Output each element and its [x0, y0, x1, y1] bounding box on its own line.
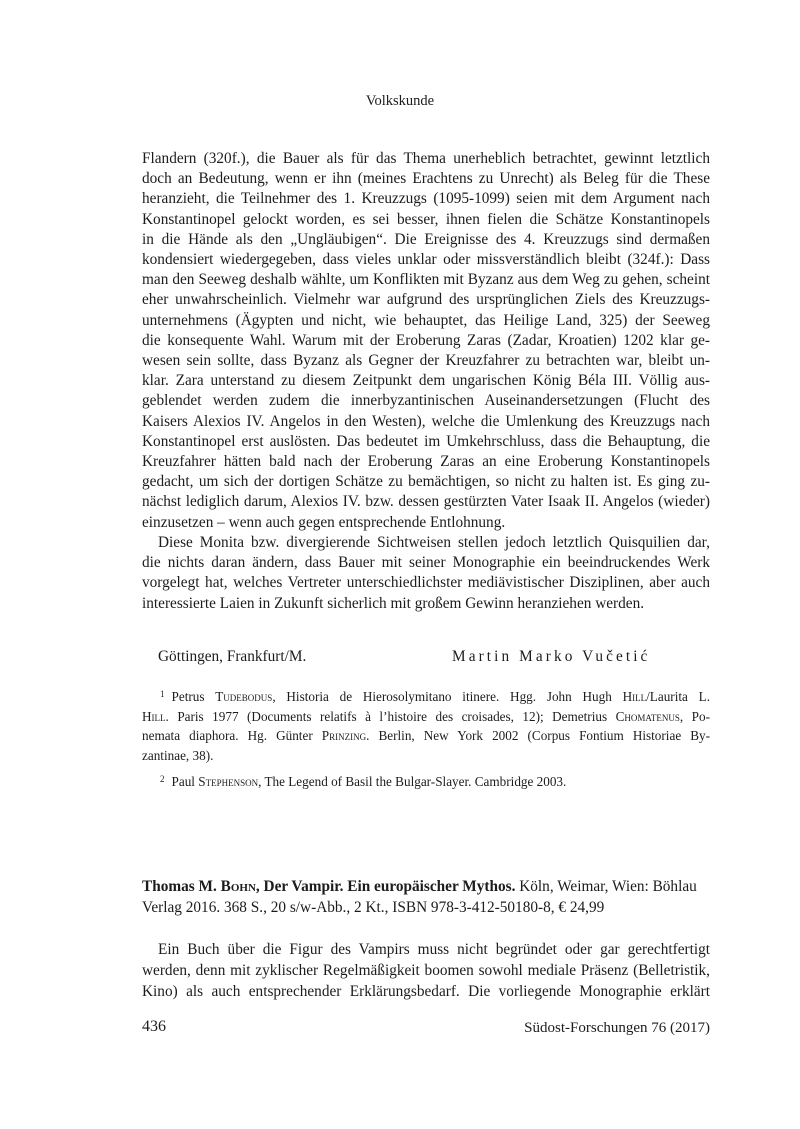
text-line: Kaisers Alexios IV. Angelos in den Westen), welche die Umlenkung des Kreuzzugs nach — [142, 412, 710, 430]
running-title: Volkskunde — [365, 93, 435, 109]
review-body — [142, 940, 710, 1002]
journal-citation: Südost-Forschungen 76 (2017) — [524, 1020, 710, 1036]
text-line: unternehmens (Ägypten und nicht, wie behauptet, das Heilige Land, 325) der Seeweg — [142, 311, 710, 329]
text-line: kondensiert wiedergegeben, dass vieles unklar oder missverständlich bleibt (324f.): Dass — [142, 251, 710, 269]
signature-author: Martin Marko Vučetić — [452, 648, 651, 665]
review-heading-line — [142, 877, 728, 898]
footnote-line: nemata diaphora. Hg. Günter Prinzing. Berlin, New York 2002 (Corpus Fontium Historiae By- — [142, 728, 711, 744]
text-line: geblendet werden zudem die innerbyzantinischen Auseinandersetzungen (Flucht des — [142, 392, 710, 410]
signature-place: Göttingen, Frankfurt/M. — [158, 648, 307, 665]
text-line: wesen sein sollte, dass Byzanz als Gegner der Kreuzfahrer zu betrachten war, bleibt un- — [142, 352, 710, 370]
review-publisher: Köln, Weimar, Wien: Böhlau — [515, 878, 697, 895]
footnote-number: 1 — [160, 689, 165, 699]
review-heading — [142, 877, 728, 918]
text-line: eher unwahrscheinlich. Vielmehr war aufgrund des ursprünglichen Ziels des Kreuzzugs- — [142, 291, 710, 309]
text-line: heranzieht, die Teilnehmer des 1. Kreuzzugs (1095-1099) seien mit dem Argument nach — [142, 190, 710, 208]
footnote-line: zantinae, 38). — [142, 747, 214, 763]
text-line: Konstantinopel gelockt worden, es sei besser, ihnen fielen die Schätze Konstantinopels — [142, 210, 710, 228]
footnote-line: $^1$ Petrus Tudebodus, Historia de Hierosolymitano itinere. Hgg. John Hugh Hill/Laurita L. — [160, 689, 711, 704]
footnote-line: Hill. Paris 1977 (Documents relatifs à l’histoire des croisades, 12); Demetrius Chomatenus, Po- — [142, 708, 710, 724]
review-heading-line: Verlag 2016. 368 S., 20 s/w-Abb., 2 Kt., ISBN 978-3-412-50180-8, € 24,99 — [142, 898, 605, 916]
text-line: die nichts daran ändern, dass Bauer mit seiner Monographie ein beeindruckendes Werk — [142, 554, 710, 572]
text-line: Flandern (320f.), die Bauer als für das Thema unerheblich betrachtet, gewinnt letztlich — [142, 150, 710, 167]
body-paragraph-2 — [142, 533, 710, 614]
text-line: werden, denn mit zyklischer Regelmäßigkeit boomen sowohl mediale Präsenz (Belletristik, — [142, 961, 710, 979]
review-book-title: , Der Vampir. Ein europäischer Mythos. — [255, 878, 516, 895]
text-line: Diese Monita bzw. divergierende Sichtweisen stellen jedoch letztlich Quisquilien dar, — [158, 534, 710, 551]
body-paragraph-1 — [142, 149, 710, 533]
text-line: Ein Buch über die Figur des Vampirs muss nicht begründet oder gar gerechtfertigt — [158, 941, 710, 958]
footnote-number: 2 — [160, 774, 165, 784]
text-line: Kreuzfahrer hätten bald nach der Eroberung Zaras an eine Eroberung Konstantinopels — [142, 453, 710, 471]
text-line: klar. Zara unterstand zu diesem Zeitpunkt dem ungarischen König Béla III. Völlig aus- — [142, 372, 710, 390]
text-line: interessierte Laien in Zukunft sicherlich mit großem Gewinn heranziehen werden. — [142, 594, 645, 612]
text-line: gedacht, um sich der dortigen Schätze zu bemächtigen, so nicht zu halten ist. Es ging zu- — [142, 473, 710, 491]
footnote-line: $^2$ Paul Stephenson, The Legend of Basil the Bulgar-Slayer. Cambridge 2003. — [160, 774, 567, 789]
text-line: doch an Bedeutung, wenn er ihn (meines Erachtens zu Unrecht) als Beleg für die These — [142, 170, 710, 188]
text-line: Konstantinopel erst auslösten. Das bedeutet im Umkehrschluss, dass die Behauptung, die — [142, 432, 710, 450]
text-line: nächst lediglich darum, Alexios IV. bzw. dessen gestürzten Vater Isaak II. Angelos (wieder) — [142, 493, 710, 511]
text-line: man den Seeweg deshalb wählte, um Konflikten mit Byzanz aus dem Weg zu gehen, scheint — [142, 271, 710, 289]
text-line: die konsequente Wahl. Warum mit der Eroberung Zaras (Zadar, Kroatien) 1202 klar ge- — [142, 331, 710, 349]
page-number: 436 — [142, 1018, 166, 1035]
text-line: vorgelegt hat, welches Vertreter unterschiedlichster mediävistischer Disziplinen, aber auch — [142, 574, 710, 592]
footnote-1 — [142, 685, 711, 765]
footnote-2 — [160, 770, 710, 792]
text-line: in die Hände als den „Ungläubigen“. Die Ereignisse des 4. Kreuzzugs sind dermaßen — [142, 230, 710, 248]
review-author: Thomas M. Bohn, Der Vampir. Ein europäischer Mythos. — [142, 878, 516, 895]
text-line: Kino) als auch entsprechender Erklärungsbedarf. Die vorliegende Monographie erklärt — [142, 982, 710, 1000]
text-line: einzusetzen – wenn auch gegen entsprechende Entlohnung. — [142, 513, 506, 531]
